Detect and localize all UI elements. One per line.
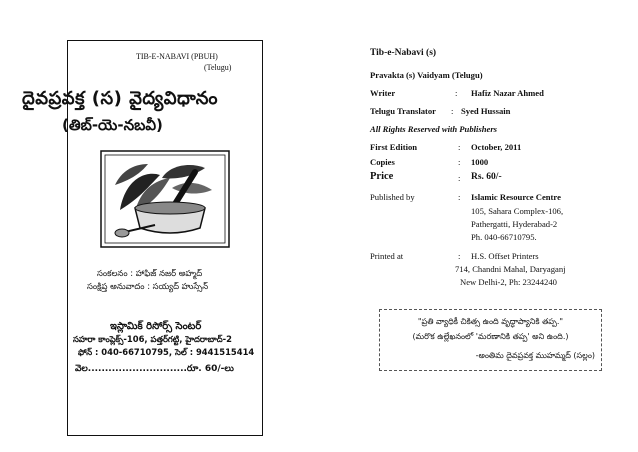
imprint-publisher-address-2: Pathergatti, Hyderabad-2: [471, 219, 558, 229]
imprint-printer-address-2: New Delhi-2, Ph: 23244240: [460, 277, 557, 287]
imprint-value-printer: H.S. Offset Printers: [471, 251, 539, 261]
imprint-colon: :: [458, 173, 461, 183]
imprint-value-translator: Syed Hussain: [461, 106, 511, 116]
imprint-subtitle: Pravakta (s) Vaidyam (Telugu): [370, 70, 483, 80]
imprint-value-copies: 1000: [471, 157, 489, 167]
imprint-label-price: Price: [370, 171, 394, 182]
cover-title-telugu: దైవప్రవక్త (స) వైద్యవిధానం: [22, 88, 218, 109]
imprint-publisher-address-1: 105, Sahara Complex-106,: [471, 206, 564, 216]
imprint-label-printed-at: Printed at: [370, 251, 404, 261]
cover-subtitle-telugu: (తిబ్-యె-నబవీ): [62, 116, 163, 134]
mortar-and-pestle-illustration: [100, 150, 230, 248]
imprint-value-publisher: Islamic Resource Centre: [471, 192, 561, 202]
imprint-colon: :: [458, 192, 461, 202]
imprint-colon: :: [458, 142, 461, 152]
quote-line-2: (మరొక ఉల్లేఖనంలో 'మరణానికి తప్ప' అని ఉంది.): [412, 332, 569, 341]
imprint-colon: :: [458, 157, 461, 167]
imprint-label-published-by: Published by: [370, 192, 415, 202]
cover-phone: ఫోన్ : 040-66710795, సెల్ : 9441515414: [78, 347, 255, 357]
cover-address: సహరా కాంప్లెక్స్-106, పత్తర్‌గట్టి, హైదరాబాద్-2: [73, 334, 232, 344]
cover-price: వెల.............................రూ. 60/-లు: [75, 364, 234, 374]
imprint-rights: All Rights Reserved with Publishers: [370, 124, 498, 134]
imprint-label-translator: Telugu Translator: [370, 106, 436, 116]
imprint-value-edition: October, 2011: [471, 142, 522, 152]
cover-language: (Telugu): [204, 63, 232, 72]
imprint-book-title: Tib-e-Nabavi (s): [370, 48, 437, 58]
imprint-publisher-address-3: Ph. 040-66710795.: [471, 232, 537, 242]
imprint-printer-address-1: 714, Chandni Mahal, Daryaganj: [455, 264, 566, 274]
cover-translator-line: సంక్షిప్త అనువాదం : సయ్యద్ హుస్సేన్: [87, 281, 209, 291]
cover-title-english: TIB-E-NABAVI (PBUH): [136, 52, 218, 61]
cover-author-line: సంకలనం : హాఫిజ్ నజర్ అహ్మద్: [97, 268, 203, 278]
quote-line-1: "ప్రతి వ్యాధికీ చికిత్స ఉంది వృద్ధాప్యానికి తప్ప.": [417, 317, 564, 326]
quote-attribution: -అంతిమ దైవప్రవక్త ముహమ్మద్ (సల్లం): [475, 351, 595, 360]
imprint-colon: :: [458, 251, 461, 261]
imprint-colon: :: [455, 88, 458, 98]
imprint-label-copies: Copies: [370, 157, 395, 167]
imprint-label-writer: Writer: [370, 88, 396, 98]
cover-publisher: ఇస్లామిక్ రిసోర్స్ సెంటర్: [110, 321, 202, 332]
imprint-value-price: Rs. 60/-: [471, 172, 502, 182]
imprint-value-writer: Hafiz Nazar Ahmed: [471, 88, 544, 98]
imprint-colon: :: [451, 106, 454, 116]
imprint-label-edition: First Edition: [370, 142, 418, 152]
